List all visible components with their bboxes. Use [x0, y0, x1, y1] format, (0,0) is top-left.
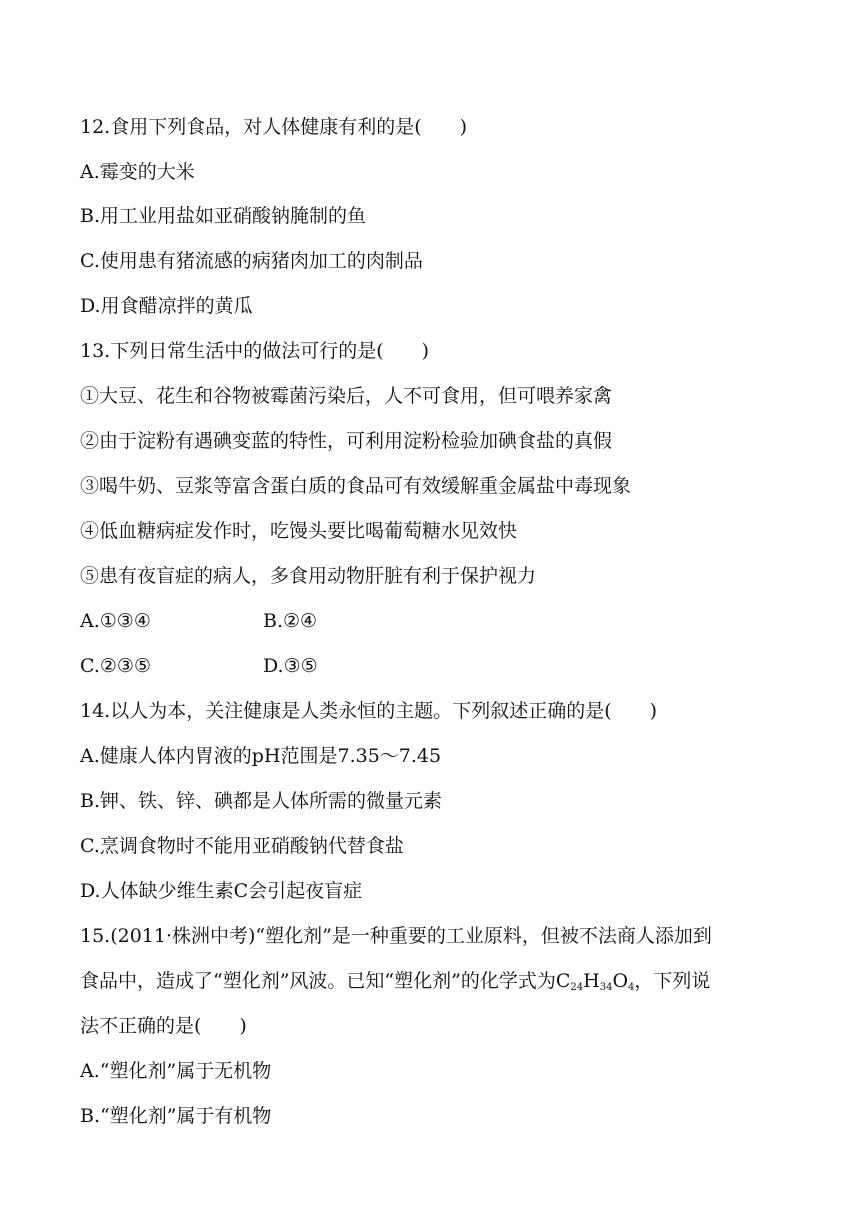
question-13-statement-4: ④低血糖病症发作时，吃馒头要比喝葡萄糖水见效快 [80, 520, 518, 542]
question-15-option-a: A.“塑化剂”属于无机物 [80, 1060, 272, 1082]
question-14-option-a: A.健康人体内胃液的pH范围是7.35～7.45 [80, 745, 442, 767]
question-13-option-b: B.②④ [263, 610, 318, 632]
question-14-option-c: C.烹调食物时不能用亚硝酸钠代替食盐 [80, 835, 404, 857]
question-15-stem-line-3: 法不正确的是( ) [80, 1015, 247, 1037]
question-13-statement-5: ⑤患有夜盲症的病人，多食用动物肝脏有利于保护视力 [80, 565, 537, 587]
question-12-option-d: D.用食醋凉拌的黄瓜 [80, 295, 253, 317]
question-12-option-c: C.使用患有猪流感的病猪肉加工的肉制品 [80, 250, 423, 272]
question-12-option-a: A.霉变的大米 [80, 161, 195, 183]
question-13-statement-3: ③喝牛奶、豆浆等富含蛋白质的食品可有效缓解重金属盐中毒现象 [80, 475, 632, 497]
stem-text-before-formula: 食品中，造成了“塑化剂”风波。已知“塑化剂”的化学式为 [80, 970, 556, 992]
question-15-stem-line-2 [80, 968, 710, 994]
question-13-stem: 13.下列日常生活中的做法可行的是( ) [80, 340, 430, 362]
question-15-option-b: B.“塑化剂”属于有机物 [80, 1105, 272, 1127]
question-12-stem: 12.食用下列食品，对人体健康有利的是( ) [80, 116, 468, 138]
question-14-option-d: D.人体缺少维生素C会引起夜盲症 [80, 880, 363, 902]
question-14-stem: 14.以人为本，关注健康是人类永恒的主题。下列叙述正确的是( ) [80, 700, 658, 722]
chemical-formula: $C_{24}H_{34}O_4$ [555, 970, 635, 993]
question-14-option-b: B.钾、铁、锌、碘都是人体所需的微量元素 [80, 790, 443, 812]
question-13-statement-1: ①大豆、花生和谷物被霉菌污染后，人不可食用，但可喂养家禽 [80, 385, 613, 407]
question-12-option-b: B.用工业用盐如亚硝酸钠腌制的鱼 [80, 205, 367, 227]
question-13-statement-2: ②由于淀粉有遇碘变蓝的特性，可利用淀粉检验加碘食盐的真假 [80, 430, 613, 452]
question-13-option-c: C.②③⑤ [80, 655, 151, 677]
question-15-stem-line-1: 15.(2011·株洲中考)“塑化剂”是一种重要的工业原料，但被不法商人添加到 [80, 925, 712, 947]
stem-text-after-formula: ，下列说 [634, 970, 711, 992]
question-13-option-d: D.③⑤ [263, 655, 318, 677]
question-13-option-a: A.①③④ [80, 610, 151, 632]
